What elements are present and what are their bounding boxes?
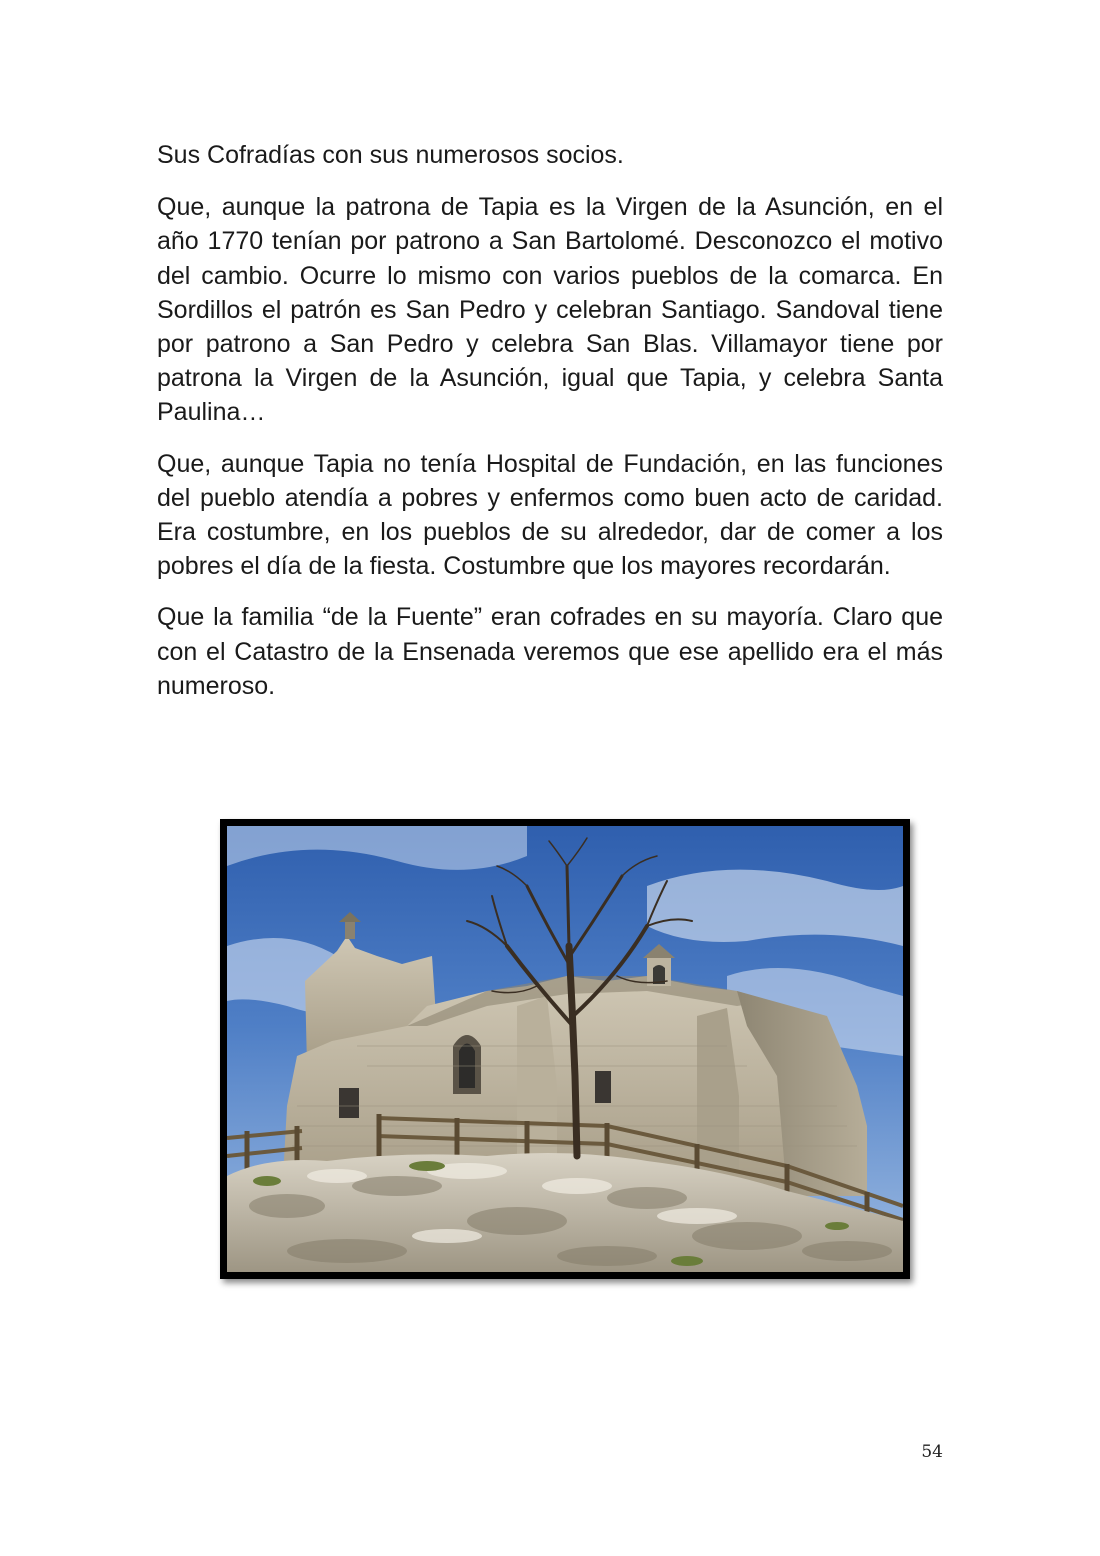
page-number: 54 xyxy=(921,1442,943,1462)
body-text xyxy=(157,138,943,720)
paragraph-familia-fuente: Que la familia “de la Fuente” eran cofrades en su mayoría. Claro que con el Catastro de la Ensenada veremos que ese apellido era el más numeroso. xyxy=(157,603,943,700)
church-photo-illustration xyxy=(227,826,903,1272)
church-photo xyxy=(220,819,910,1279)
paragraph-hospital: Que, aunque Tapia no tenía Hospital de Fundación, en las funciones del pueblo atendía a pobres y enfermos como buen acto de caridad. Era costumbre, en los pueblos de su alrededor, dar de comer a los pobres el día de la fiesta. Costumbre que los mayores recordarán. xyxy=(157,449,943,581)
paragraph-patrona: Que, aunque la patrona de Tapia es la Virgen de la Asunción, en el año 1770 tenían por patrono a San Bartolomé. Desconozco el motivo del cambio. Ocurre lo mismo con varios pueblos de la comarca. En Sordillos el patrón es San Pedro y celebran Santiago. Sandoval tiene por patrono a San Pedro y celebra San Blas. Villamayor tiene por patrona la Virgen de la Asunción, igual que Tapia, y celebra Santa Paulina… xyxy=(157,193,943,427)
paragraph-cofradias: Sus Cofradías con sus numerosos socios. xyxy=(157,141,624,169)
